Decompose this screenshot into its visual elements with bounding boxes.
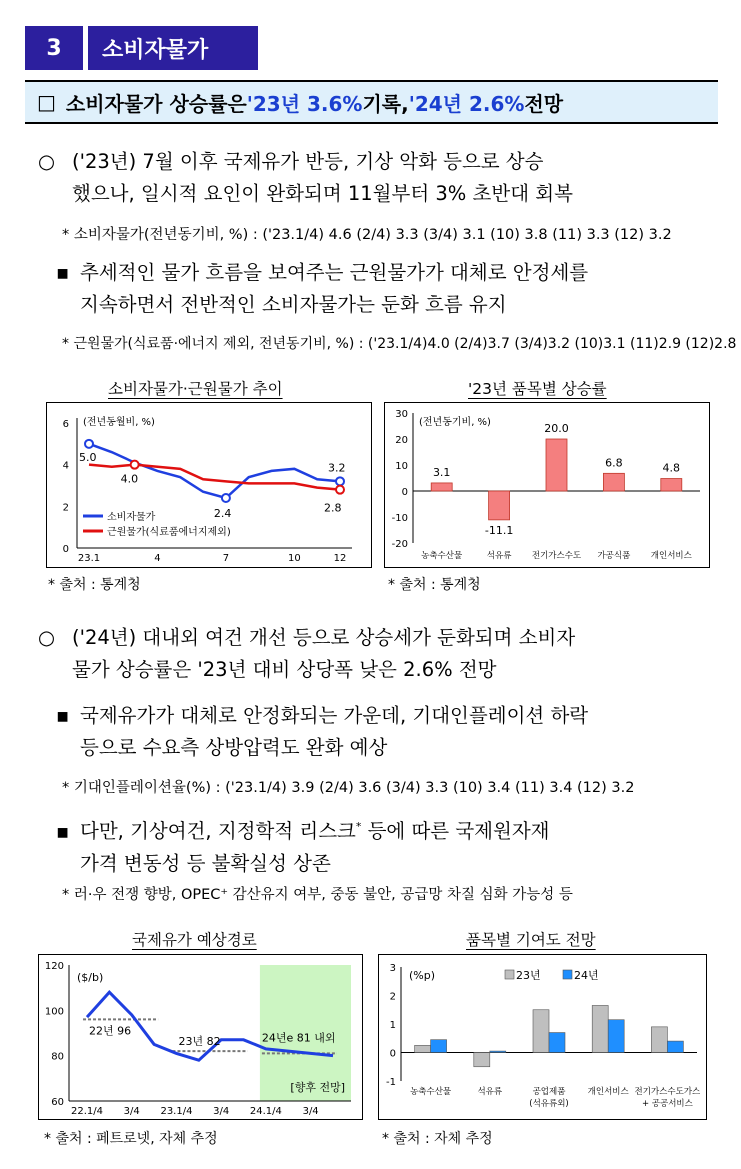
annotation-core-end: 2.8	[324, 501, 342, 515]
legend-swatch-0	[505, 970, 514, 979]
x-tick-label: 10	[287, 553, 301, 564]
legend-label-0: 23년	[516, 969, 541, 982]
category-label: 농축수산물	[410, 1087, 452, 1097]
bar-0-3	[592, 1005, 608, 1052]
bar-0-0	[415, 1045, 431, 1052]
point-marker	[131, 461, 139, 469]
y-tick-label: 3	[389, 963, 396, 974]
bar-3	[603, 473, 624, 491]
bar-0-1	[474, 1053, 490, 1067]
category-label: 공업제품	[532, 1087, 566, 1097]
paragraph-oil	[56, 700, 588, 764]
y-tick-label: 0	[62, 544, 69, 555]
x-tick-label: 7	[222, 553, 230, 564]
annotation-cpi-low: 2.4	[213, 507, 232, 520]
square-marker-2: ▪	[56, 704, 70, 727]
unit-label: ($/b)	[77, 971, 104, 984]
y-tick-label: 2	[389, 991, 396, 1003]
point-marker	[336, 477, 344, 485]
chart3-source: * 출처 : 페트로넷, 자체 추정	[44, 1131, 218, 1147]
note-inflation-expectation: * 기대인플레이션율(%) : ('23.1/4) 3.9 (2/4) 3.6 (3/4) 3.3 (10) 3.4 (11) 3.4 (12) 3.2	[62, 780, 635, 796]
headline-prefix: 소비자물가 상승률은	[65, 91, 247, 116]
x-tick-label: 3/4	[123, 1106, 140, 1117]
chart3-frame	[38, 954, 363, 1120]
headline-suffix: 전망	[524, 91, 564, 116]
bar-value-label: 3.1	[432, 465, 451, 479]
paragraph-2024	[38, 622, 575, 686]
annotation-cpi-end: 3.2	[328, 461, 346, 475]
paragraph-2023	[38, 146, 573, 210]
y-tick-label: 30	[395, 409, 408, 420]
bar-value-label: 20.0	[544, 422, 569, 435]
bar-0-2	[533, 1010, 549, 1053]
paragraph-core	[56, 257, 588, 321]
circle-marker: ○	[38, 150, 56, 173]
x-tick-label: 12	[333, 553, 347, 564]
chart1-source: * 출처 : 통계청	[48, 577, 141, 593]
category-label: 전기가스수도가스	[634, 1087, 701, 1097]
chart3-caption: 국제유가 예상경로	[132, 931, 257, 949]
point-marker	[222, 494, 230, 502]
headline-box	[25, 80, 718, 124]
chart1-svg	[47, 403, 371, 567]
paragraph-oil-line2: 등으로 수요측 상방압력도 완화 예상	[80, 736, 388, 759]
square-marker: ▪	[56, 261, 70, 284]
category-label: 개인서비스	[650, 551, 692, 561]
paragraph-risk-line1b: 등에 따른 국제원자재	[361, 819, 550, 843]
annotation-cpi-start: 5.0	[79, 450, 97, 464]
circle-marker-2: ○	[38, 626, 56, 649]
unit-label: (%p)	[409, 969, 436, 982]
headline-2024-value: '24년 2.6%	[408, 91, 525, 116]
point-marker	[85, 440, 93, 448]
bar-0-4	[651, 1027, 667, 1053]
x-tick-label: 3/4	[213, 1106, 230, 1117]
category-label: (석유류외)	[529, 1099, 569, 1109]
bar-1	[489, 491, 510, 520]
x-tick-label: 4	[154, 553, 161, 564]
chart2-svg	[385, 403, 709, 567]
paragraph-2023-line1: ('23년) 7월 이후 국제유가 반등, 기상 악화 등으로 상승	[72, 150, 544, 173]
point-marker	[336, 486, 344, 494]
y-tick-label: 0	[401, 487, 408, 498]
bar-1-2	[549, 1033, 565, 1053]
category-label: 개인서비스	[587, 1087, 629, 1097]
annotation-core-start: 4.0	[120, 472, 139, 486]
y-tick-label: -10	[391, 513, 408, 524]
average-label-2023: 23년 82	[178, 1035, 221, 1049]
bar-4	[661, 479, 682, 491]
bar-1-4	[667, 1041, 683, 1052]
x-tick-label: 3/4	[302, 1106, 319, 1117]
square-marker-3: ▪	[56, 819, 70, 843]
y-tick-label: -20	[391, 539, 408, 550]
paragraph-oil-line1: 국제유가가 대체로 안정화되는 가운데, 기대인플레이션 하락	[80, 704, 589, 727]
x-tick-label: 23.1/4	[160, 1106, 193, 1117]
y-tick-label: 2	[62, 502, 69, 514]
headline-middle: 기록,	[362, 91, 409, 116]
x-tick-label: 23.1	[77, 553, 101, 564]
bar-1-1	[490, 1051, 506, 1052]
bar-value-label: 6.8	[605, 456, 623, 470]
bar-value-label: -11.1	[484, 523, 514, 537]
paragraph-core-line2: 지속하면서 전반적인 소비자물가는 둔화 흐름 유지	[80, 293, 507, 316]
category-label: + 공공서비스	[641, 1099, 693, 1109]
x-tick-label: 22.1/4	[71, 1106, 103, 1117]
y-tick-label: -1	[386, 1077, 396, 1088]
legend-swatch-1	[563, 970, 572, 979]
average-label-2022: 22년 96	[89, 1024, 132, 1038]
category-label: 석유류	[477, 1087, 503, 1097]
x-tick-label: 24.1/4	[249, 1106, 282, 1117]
unit-label: (전년동월비, %)	[83, 417, 155, 428]
category-label: 전기가스수도	[531, 551, 582, 561]
bar-2	[546, 439, 567, 491]
y-tick-label: 6	[62, 419, 69, 430]
footnote-star: *	[355, 820, 362, 833]
chart3-svg	[39, 955, 362, 1119]
bar-0	[431, 483, 452, 491]
series-line-0	[89, 444, 340, 498]
chart4-caption: 품목별 기여도 전망	[466, 931, 596, 949]
y-tick-label: 100	[44, 1006, 64, 1018]
y-tick-label: 4	[62, 460, 69, 472]
paragraph-2024-line2: 물가 상승률은 '23년 대비 상당폭 낮은 2.6% 전망	[72, 658, 497, 681]
section-title: 소비자물가	[88, 26, 258, 70]
y-tick-label: 60	[51, 1097, 64, 1108]
chart2-frame	[384, 402, 710, 568]
y-tick-label: 120	[44, 961, 64, 972]
forecast-label: [향후 전망]	[290, 1081, 345, 1094]
chart4-source: * 출처 : 자체 추정	[382, 1131, 493, 1147]
paragraph-risk	[56, 811, 550, 880]
y-tick-label: 80	[51, 1051, 64, 1063]
y-tick-label: 1	[389, 1020, 396, 1031]
unit-label: (전년동기비, %)	[419, 417, 491, 428]
average-label-2024: 24년e 81 내외	[261, 1031, 336, 1045]
paragraph-core-line1: 추세적인 물가 흐름을 보여주는 근원물가가 대체로 안정세를	[80, 261, 589, 284]
paragraph-risk-line2: 가격 변동성 등 불확실성 상존	[80, 851, 331, 875]
legend-label-0: 소비자물가	[107, 512, 156, 523]
note-cpi: * 소비자물가(전년동기비, %) : ('23.1/4) 4.6 (2/4) 3.3 (3/4) 3.1 (10) 3.8 (11) 3.3 (12) 3.2	[62, 227, 672, 243]
note-core: * 근원물가(식료품·에너지 제외, 전년동기비, %) : ('23.1/4)4.0 (2/4)3.7 (3/4)3.2 (10)3.1 (11)2.9 (12)2.8	[62, 336, 737, 352]
paragraph-2024-line1: ('24년) 대내외 여건 개선 등으로 상승세가 둔화되며 소비자	[72, 626, 576, 649]
y-tick-label: 20	[395, 435, 408, 446]
legend-label-1: 24년	[574, 969, 599, 982]
bar-1-3	[608, 1020, 624, 1053]
category-label: 농축수산물	[421, 551, 463, 561]
y-tick-label: 10	[395, 461, 408, 472]
chart2-source: * 출처 : 통계청	[388, 577, 481, 593]
chart4-svg	[379, 955, 706, 1119]
paragraph-risk-line1a: 다만, 기상여건, 지정학적 리스크	[80, 819, 356, 843]
paragraph-2023-line2: 했으나, 일시적 요인이 완화되며 11월부터 3% 초반대 회복	[72, 182, 573, 205]
chart4-frame	[378, 954, 707, 1120]
bar-value-label: 4.8	[662, 461, 681, 475]
category-label: 가공식품	[597, 551, 631, 561]
category-label: 석유류	[486, 551, 512, 561]
chart1-frame	[46, 402, 372, 568]
section-number: 3	[25, 26, 83, 70]
bar-1-0	[431, 1040, 447, 1053]
note-risk: * 러·우 전쟁 향방, OPEC⁺ 감산유지 여부, 중동 불안, 공급망 차질 심화 가능성 등	[62, 887, 573, 903]
legend-label-1: 근원물가(식료품에너지제외)	[107, 527, 231, 538]
chart2-caption: '23년 품목별 상승률	[468, 380, 607, 398]
y-tick-label: 0	[389, 1048, 396, 1060]
headline-square: □	[37, 90, 56, 114]
headline-2023-value: '23년 3.6%	[246, 91, 363, 116]
chart1-caption: 소비자물가·근원물가 추이	[108, 380, 283, 398]
